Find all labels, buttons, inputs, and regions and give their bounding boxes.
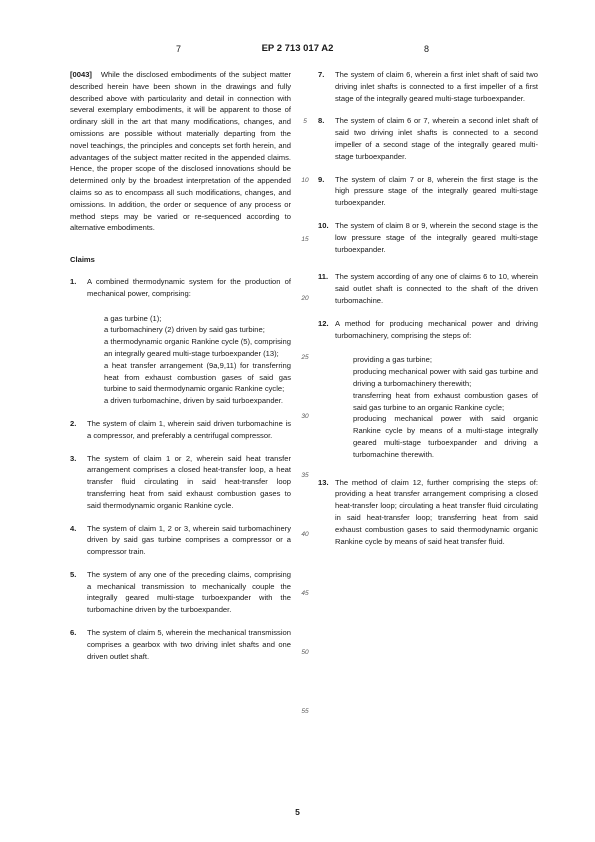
claim-item: providing a gas turbine; [353,355,432,365]
claim-item: a heat transfer arrangement (9a,9,11) for transferring heat from exhaust combustion gases of said gas turbine to said thermodynamic organic Rankine cycle; [104,360,291,394]
claim-text: The system according of any one of claims 6 to 10, wherein said outlet shaft is connected to the shaft of the driven turbomachine. [335,272,538,305]
claim-number: 8. [318,116,325,126]
claim-item: transferring heat from exhaust combustion gases of said gas turbine to an organic Rankine cycle; [353,390,538,412]
claim-3 [70,453,291,512]
claim-9 [318,174,538,209]
claim-text: A combined thermodynamic system for the production of mechanical power, comprising: [87,276,291,298]
claim-text: The system of claim 1, wherein said driven turbomachine is a compressor, and preferably a centrifugal compressor. [87,418,291,440]
claim-number: 9. [318,174,325,184]
claim-number: 11. [318,272,329,282]
claim-number: 5. [70,569,77,579]
line-number: 30 [301,413,309,420]
line-number: 50 [301,649,309,656]
claim-text: The system of claim 6 or 7, wherein a second inlet shaft of said two driving inlet shafts is connected to a second impeller of a second stage of the integrally geared multi-stage turboexpander. [335,116,538,161]
claim-7 [318,69,538,104]
paragraph-number: [0043] [70,70,92,79]
claim-number: 13. [318,477,329,487]
claim-4 [70,523,291,558]
line-number: 25 [301,354,309,361]
publication-number: EP 2 713 017 A2 [261,43,334,54]
claim-text: The system of claim 7 or 8, wherein the first stage is the high pressure stage of the integrally geared multi-stage turboexpander. [335,174,538,208]
claim-number: 12. [318,318,329,328]
claim-item: a turbomachinery (2) driven by said gas turbine; [104,325,265,335]
claim-11 [318,271,538,306]
description-paragraph [70,69,291,234]
paragraph-text: While the disclosed embodiments of the subject matter described herein have been shown in the drawings and fully described above with particularity and detail in connection with several exemplary embodiments, it will be apparent to those of ordinary skill in the art that many modifications, changes, and omissions are possible without materially departing from the novel teachings, the principles and concepts set forth herein, and advantages of the subject matter recited in the appended claims. Hence, the proper scope of the disclosed innovations should be determined only by the broadest interpretation of the appended claims so as to encompass all such modifications, changes, and omissions. In addition, the order or sequence of any process or method steps may be varied or re-sequenced according to alternative embodiments. [70,70,291,233]
claim-number: 6. [70,628,77,638]
claim-text: The system of claim 6, wherein a first inlet shaft of said two driving inlet shafts is connected to a first impeller of a first stage of the integrally geared multi-stage turboexpander. [335,70,538,103]
claim-number: 2. [70,418,77,428]
right-page-number: 8 [424,44,430,54]
claim-13 [318,477,538,548]
claim-10 [318,220,538,255]
claim-item: a gas turbine (1); [104,313,162,323]
claim-2 [70,418,291,442]
line-number: 10 [301,177,309,184]
claim-number: 7. [318,70,325,79]
claim-text: The system of claim 1 or 2, wherein said heat transfer arrangement comprises a closed heat-transfer loop, a heat transfer fluid circulating in said heat-transfer loop transferring heat from said exhaust combustion gases to said thermodynamic organic Rankine cycle. [87,453,291,510]
line-number: 45 [301,590,309,597]
line-number: 5 [303,118,307,125]
claim-number: 1. [70,276,77,286]
claim-5 [70,569,291,616]
claim-number: 3. [70,453,77,463]
claim-6 [70,627,291,662]
claim-text: The system of claim 5, wherein the mechanical transmission comprises a gearbox with two driving inlet shafts and one driven outlet shaft. [87,628,291,661]
line-number: 40 [301,531,309,538]
claim-item: producing mechanical power with said organic Rankine cycle by means of a multi-stage integrally geared multi-stage turboexpander and driving a turbomachine therewith. [353,414,538,459]
claim-number: 4. [70,523,77,533]
claim-12 [318,318,538,461]
right-column [318,69,538,558]
line-number: 15 [301,236,309,243]
claim-text: The system of claim 8 or 9, wherein the second stage is the low pressure stage of the integrally geared multi-stage turboexpander. [335,220,538,254]
line-number: 35 [301,472,309,479]
claim-text: The system of claim 1, 2 or 3, wherein said turbomachinery driven by said gas turbine comprises a compressor or a compressor train. [87,523,291,557]
claim-1 [70,276,291,407]
claim-item: producing mechanical power with said gas turbine and driving a turbomachinery therewith; [353,367,538,388]
claim-text: A method for producing mechanical power and driving turbomachinery, comprising the steps of: [335,318,538,340]
claim-text: The method of claim 12, further comprising the steps of: providing a heat transfer arrangement comprising a closed heat-transfer loop; circulating a heat transfer fluid circulating in said heat-transfer loop; transferring heat from said exhaust combustion gases to said thermodynamic organic Rankine cycle by means of said heat transfer fluid. [335,477,538,546]
claim-item: a driven turbomachine, driven by said turboexpander. [104,396,283,406]
left-page-number: 7 [176,44,182,54]
line-number: 55 [301,708,309,715]
claim-item: a thermodynamic organic Rankine cycle (5), comprising an integrally geared multi-stage turboexpander (13); [104,337,291,358]
line-number: 20 [301,295,309,302]
left-column [70,69,291,673]
claims-heading: Claims [70,255,95,265]
page-number: 5 [295,807,300,817]
claim-text: The system of any one of the preceding claims, comprising a mechanical transmission to mechanically couple the integrally geared multi-stage turboexpander with the turbomachine driven by the turboexpander. [87,569,291,615]
claim-number: 10. [318,220,329,230]
claim-8 [318,115,538,162]
